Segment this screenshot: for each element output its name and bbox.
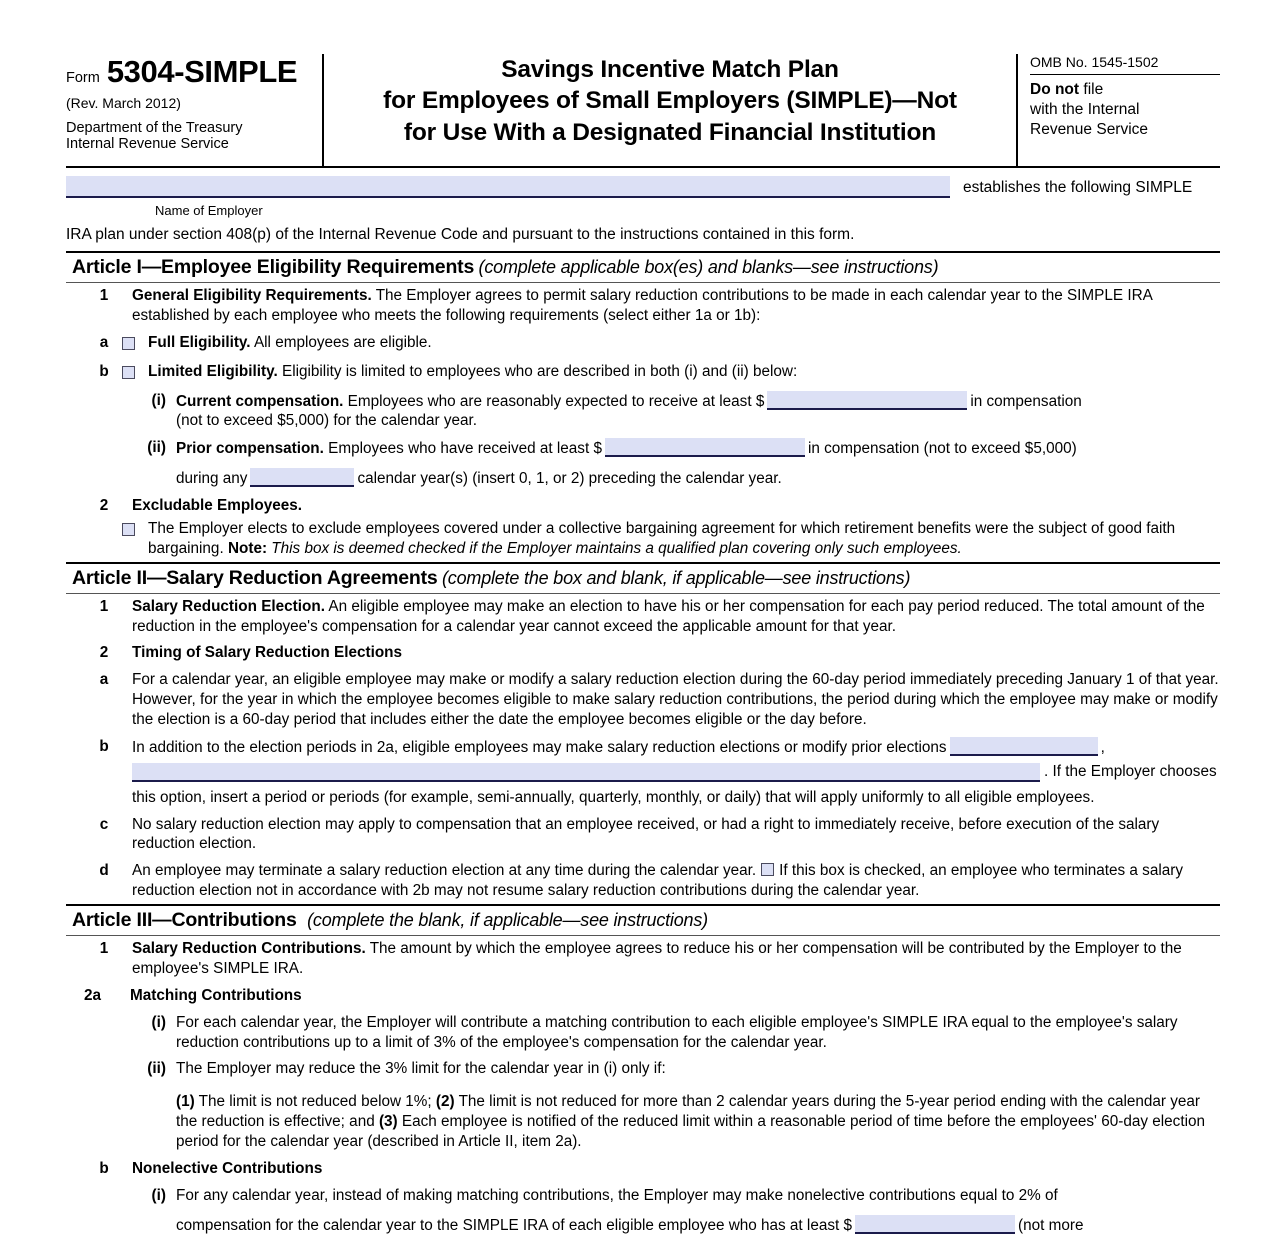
- nonelective-line-1: For any calendar year, instead of making matching contributions, the Employer may make nonelective contributions equal to 2% of: [176, 1186, 1058, 1204]
- establishes-text: establishes the following SIMPLE: [963, 179, 1193, 196]
- item-body: No salary reduction election may apply to compensation that an employee received, or had a right to immediately receive, before execution of the salary reduction election.: [132, 815, 1160, 853]
- condition-2-label: (2): [435, 1093, 455, 1111]
- item-body: [122, 861, 1220, 901]
- item-lead: Current compensation.: [176, 392, 344, 410]
- item-text-before: Employees who are reasonably expected to receive at least $: [343, 392, 765, 410]
- item-body: [166, 438, 1220, 489]
- form-title-block: [324, 54, 1018, 166]
- item-text-after: in compensation: [970, 392, 1082, 410]
- item-text: Eligibility is limited to employees who are described in both (i) and (ii) below:: [277, 362, 798, 380]
- prior-compensation-line-1: [176, 438, 1220, 459]
- article1-item-1b-ii: [66, 431, 1220, 489]
- article-2-header: [66, 562, 1220, 594]
- item-marker: (i): [151, 391, 166, 409]
- item-text-before: Employees who have received at least $: [323, 440, 602, 458]
- item-body: [122, 1159, 1220, 1179]
- prior-compensation-input[interactable]: [605, 438, 805, 457]
- item-marker: (i): [151, 1186, 166, 1204]
- full-eligibility-checkbox-cell[interactable]: [122, 333, 148, 355]
- item-body: [148, 333, 1220, 353]
- excludable-employees-checkbox-cell[interactable]: [122, 519, 148, 541]
- article1-item-1b: [66, 355, 1220, 384]
- item-body: [122, 496, 1220, 516]
- item-lead: Salary Reduction Contributions.: [132, 940, 366, 957]
- article2-item-1: [66, 594, 1220, 637]
- form-title-line-3: for Use With a Designated Financial Institution: [403, 118, 937, 146]
- item-lead: Timing of Salary Reduction Elections: [132, 644, 403, 662]
- prior-compensation-line-2: [176, 459, 1220, 489]
- item-lead: General Eligibility Requirements.: [132, 287, 372, 304]
- article1-item-2: [66, 489, 1220, 516]
- article-1-title: Article I—Employee Eligibility Requirements: [72, 256, 475, 278]
- item-marker: d: [99, 862, 109, 880]
- limited-eligibility-checkbox-cell[interactable]: [122, 362, 148, 384]
- election-period-input-1[interactable]: [950, 737, 1098, 756]
- terminate-election-checkbox[interactable]: [761, 863, 774, 876]
- item-body: [122, 939, 1220, 979]
- item-marker: (i): [151, 1013, 166, 1031]
- item-marker: 1: [99, 597, 109, 615]
- article2-item-2b: [66, 730, 1220, 808]
- do-not-file-rest: file: [1079, 81, 1104, 98]
- article-1-header: [66, 251, 1220, 283]
- form-title-line-1: Savings Incentive Match Plan: [501, 56, 839, 83]
- article3-item-2b: [66, 1152, 1220, 1179]
- item-text-after: in compensation (not to exceed $5,000): [807, 440, 1077, 458]
- omb-number: OMB No. 1545-1502: [1030, 54, 1220, 75]
- item-text-mid: . If the Employer chooses: [1044, 762, 1217, 780]
- item-text: All employees are eligible.: [250, 333, 432, 351]
- item-lead: Full Eligibility.: [148, 333, 251, 351]
- line2-before: during any: [176, 470, 248, 488]
- department-line-2: Internal Revenue Service: [66, 136, 229, 153]
- item-body: [120, 986, 1220, 1006]
- employer-name-row: [66, 168, 1220, 198]
- nonelective-text-after: (not more: [1018, 1216, 1084, 1234]
- article3-item-2a-ii: [66, 1052, 1220, 1152]
- form-revision-date: (Rev. March 2012): [66, 95, 181, 111]
- item-text: An eligible employee may make an election to have his or her compensation for each pay period reduced. The total amount of the reduction in the employee's compensation for a calendar year cannot exceed the applicable amount for that year.: [132, 597, 1205, 635]
- condition-1-label: (1): [176, 1093, 195, 1111]
- item-marker: (ii): [147, 1060, 166, 1078]
- item-body: For each calendar year, the Employer will contribute a matching contribution to each eligible employee's SIMPLE IRA equal to the employee's salary reduction contributions up to a limit of 3% of the employee's compensation for the calendar year.: [176, 1013, 1178, 1051]
- current-compensation-line-1: [176, 391, 1220, 412]
- condition-2-text: The limit is not reduced for more than 2 calendar years during the 5-year period ending with the calendar year the reduction is effective; and: [176, 1093, 1201, 1131]
- department-block: [66, 120, 314, 152]
- nonelective-text-before: compensation for the calendar year to the SIMPLE IRA of each eligible employee who has at least $: [176, 1216, 853, 1234]
- omb-block: [1018, 54, 1220, 166]
- excludable-text: The Employer elects to exclude employees covered under a collective bargaining agreement for which retirement benefits were the subject of good faith bargaining.: [148, 519, 1176, 557]
- article1-item-1a: [66, 326, 1220, 355]
- do-not-file-line-1: [1030, 80, 1220, 100]
- employer-name-input[interactable]: [66, 176, 950, 198]
- item-body: For a calendar year, an eligible employee may make or modify a salary reduction election during the 60-day period immediately preceding January 1 of that year. However, for the year in which the employee becomes eligible to make salary reduction contributions, the period during which the employee may make or modify the election is a 60-day period that includes either the date the employee becomes eligible or the day before.: [132, 671, 1219, 728]
- item-marker: 1: [99, 287, 109, 304]
- item-text: The Employer agrees to permit salary reduction contributions to be made in each calendar year to the SIMPLE IRA established by each employee who meets the following requirements (select either 1a or 1b):: [132, 287, 1152, 324]
- article3-item-1: [66, 936, 1220, 979]
- article2-item-2d: [66, 854, 1220, 901]
- item-text-after: If this box is checked, an employee who terminates a salary reduction election not in accordance with 2b may not resume salary reduction contributions during the calendar year.: [132, 862, 1183, 900]
- limited-eligibility-checkbox[interactable]: [122, 366, 135, 379]
- item-marker: c: [99, 815, 109, 833]
- current-compensation-input[interactable]: [767, 391, 967, 410]
- item-2a-ii-intro: The Employer may reduce the 3% limit for the calendar year in (i) only if:: [176, 1060, 666, 1078]
- nonelective-line-2: [176, 1206, 1220, 1236]
- do-not-file-bold: Do not: [1030, 81, 1080, 98]
- article3-item-2b-i: [66, 1179, 1220, 1236]
- item-marker: b: [99, 737, 109, 755]
- nonelective-compensation-input[interactable]: [855, 1215, 1015, 1234]
- article-2-title: Article II—Salary Reduction Agreements: [72, 566, 438, 589]
- item-marker: (ii): [147, 439, 166, 457]
- do-not-file-notice: [1030, 75, 1220, 139]
- item-2b-line-3: this option, insert a period or periods (for example, semi-annually, quarterly, monthly, or daily) that will apply uniformly to all eligible employees.: [132, 788, 1095, 806]
- item-marker: 2: [99, 497, 109, 514]
- article1-item-1: [66, 283, 1220, 326]
- article-2-subtitle: (complete the box and blank, if applicable—see instructions): [442, 567, 911, 588]
- item-marker: 2a: [84, 986, 102, 1004]
- item-marker: a: [99, 671, 109, 689]
- employer-name-caption: Name of Employer: [155, 203, 263, 218]
- form-title-line-2: for Employees of Small Employers (SIMPLE)—Not: [383, 87, 957, 115]
- condition-3-label: (3): [378, 1113, 398, 1131]
- excludable-employees-checkbox[interactable]: [122, 523, 135, 536]
- item-body: [148, 362, 1220, 382]
- article-3-header: [66, 904, 1220, 936]
- item-body: [122, 643, 1220, 663]
- full-eligibility-checkbox[interactable]: [122, 337, 135, 350]
- item-text: The amount by which the employee agrees to reduce his or her compensation will be contributed by the Employer to the employee's SIMPLE IRA.: [132, 940, 1182, 977]
- note-text: This box is deemed checked if the Employer maintains a qualified plan covering only such employees.: [267, 539, 962, 557]
- form-identity-block: [66, 54, 324, 166]
- item-comma: ,: [1100, 738, 1105, 756]
- item-body: [148, 519, 1220, 559]
- item-text-before: An employee may terminate a salary reduction election at any time during the calendar year.: [132, 862, 757, 880]
- do-not-file-line-3: Revenue Service: [1030, 120, 1149, 138]
- item-lead: Limited Eligibility.: [148, 362, 278, 380]
- item-text-before: In addition to the election periods in 2a, eligible employees may make salary reduction elections or modify prior elections: [132, 738, 947, 756]
- item-2b-line-1: [132, 737, 1220, 758]
- form-number: 5304-SIMPLE: [106, 54, 298, 89]
- item-lead: Salary Reduction Election.: [132, 597, 325, 615]
- line2-after: calendar year(s) (insert 0, 1, or 2) preceding the calendar year.: [357, 470, 782, 488]
- note-label: Note:: [227, 539, 268, 557]
- article3-item-2a-i: [66, 1006, 1220, 1053]
- item-body: [122, 597, 1220, 637]
- condition-3-text: Each employee is notified of the reduced limit within a reasonable period of time before the employees' 60-day election period for the calendar year (described in Article II, item 2a).: [176, 1113, 1205, 1150]
- ira-plan-statement: IRA plan under section 408(p) of the Internal Revenue Code and pursuant to the instructions contained in this form.: [66, 226, 855, 243]
- item-marker: b: [99, 362, 109, 380]
- item-2b-line-2: [132, 758, 1220, 782]
- article1-item-1b-i: [66, 384, 1220, 432]
- article-1-subtitle: (complete applicable box(es) and blanks—see instructions): [478, 257, 939, 277]
- item-lead: Excludable Employees.: [132, 497, 303, 514]
- item-body: [122, 286, 1220, 326]
- election-period-input-2[interactable]: [132, 763, 1040, 782]
- article2-item-2a: [66, 663, 1220, 730]
- calendar-years-input[interactable]: [250, 468, 354, 487]
- item-2a-ii-conditions: [176, 1079, 1220, 1152]
- current-compensation-line-2: (not to exceed $5,000) for the calendar year.: [176, 412, 478, 430]
- do-not-file-line-2: with the Internal: [1030, 100, 1140, 118]
- item-body: [166, 1059, 1220, 1152]
- form-word-label: Form: [66, 70, 100, 86]
- article3-item-2a: [66, 979, 1220, 1006]
- item-lead: Matching Contributions: [130, 986, 302, 1004]
- condition-1-text: The limit is not reduced below 1%;: [194, 1093, 436, 1111]
- article-3-subtitle: (complete the blank, if applicable—see instructions): [307, 910, 708, 930]
- item-body: [166, 1186, 1220, 1236]
- item-lead: Nonelective Contributions: [132, 1159, 323, 1177]
- article1-item-2-checkbox-row: [66, 516, 1220, 559]
- article-3-title: Article III—Contributions: [72, 909, 297, 931]
- item-marker: 1: [99, 940, 109, 957]
- item-body: [166, 391, 1220, 432]
- item-body: [122, 737, 1220, 808]
- item-lead: Prior compensation.: [176, 440, 324, 458]
- article2-item-2c: [66, 808, 1220, 855]
- item-marker: 2: [99, 644, 109, 662]
- item-marker: a: [99, 333, 109, 351]
- department-line-1: Department of the Treasury: [66, 120, 243, 136]
- article2-item-2: [66, 636, 1220, 663]
- form-header: [66, 0, 1220, 166]
- item-marker: b: [99, 1159, 109, 1177]
